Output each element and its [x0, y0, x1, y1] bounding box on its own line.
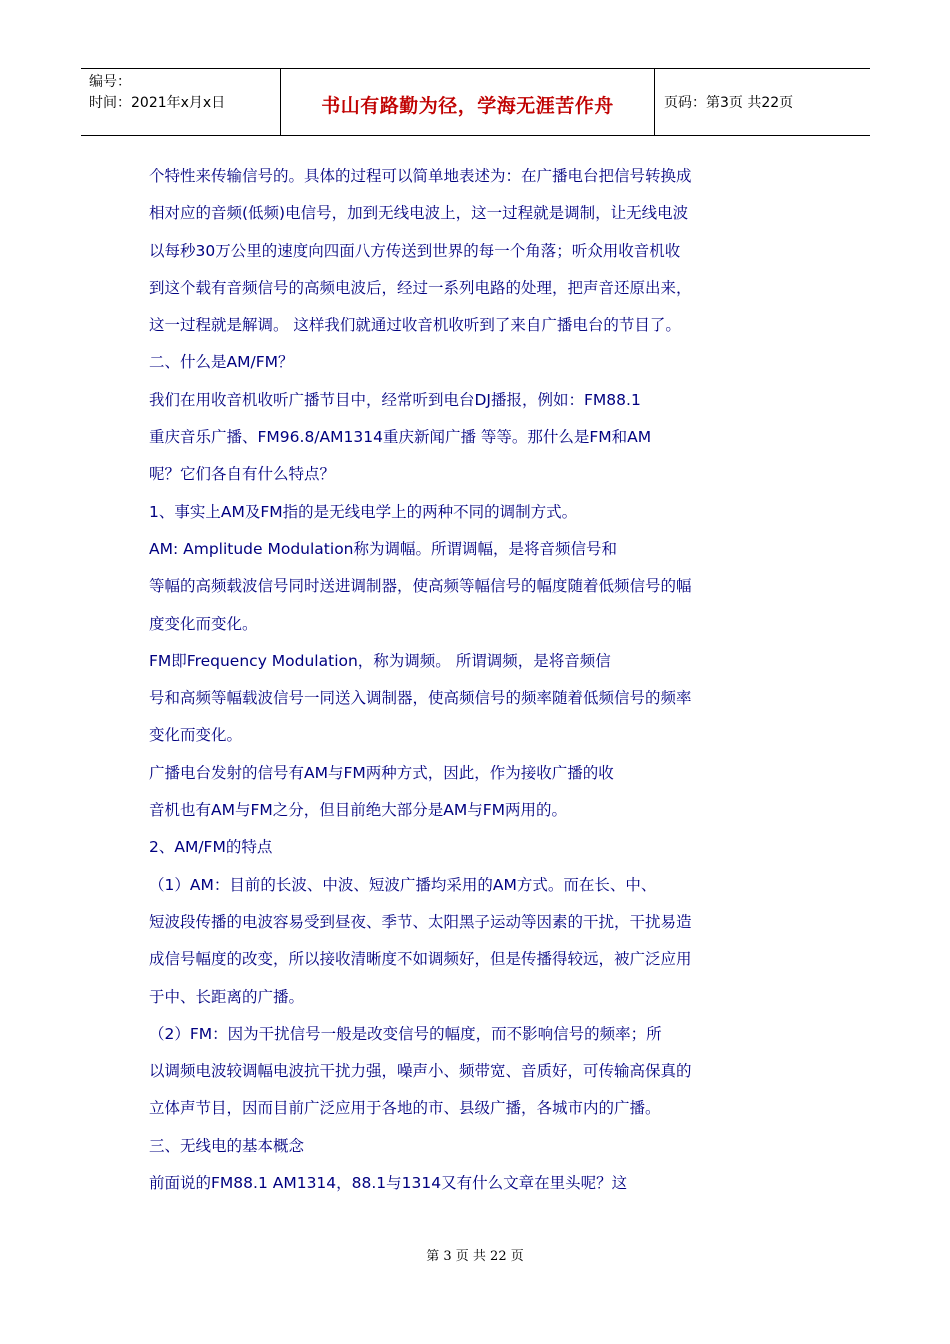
text-line: 相对应的音频(低频)电信号，加到无线电波上，这一过程就是调制，让无线电波 — [149, 204, 689, 223]
document-body — [149, 158, 739, 1202]
section-heading: 二、什么是AM/FM？ — [149, 353, 294, 372]
text-line: 音机也有AM与FM之分，但目前绝大部分是AM与FM两用的。 — [149, 801, 568, 820]
section-heading: 三、无线电的基本概念 — [149, 1136, 305, 1155]
text-line: 广播电台发射的信号有AM与FM两种方式，因此，作为接收广播的收 — [149, 763, 614, 782]
text-line: （2）FM：因为干扰信号一般是改变信号的幅度，而不影响信号的频率；所 — [149, 1024, 662, 1043]
header-info-cell — [81, 69, 281, 135]
text-line: AM: Amplitude Modulation称为调幅。所谓调幅，是将音频信号和 — [149, 539, 617, 558]
motto-text: 书山有路勤为径，学海无涯苦作舟 — [321, 94, 614, 117]
page-info: 页码：第3页 共22页 — [664, 95, 794, 111]
text-line: 于中、长距离的广播。 — [149, 987, 305, 1006]
text-line: 号和高频等幅载波信号一同送入调制器，使高频信号的频率随着低频信号的频率 — [149, 689, 692, 708]
document-header — [81, 68, 870, 136]
page-footer: 第 3 页 共 22 页 — [426, 1249, 524, 1264]
text-line: 重庆音乐广播、FM96.8/AM1314重庆新闻广播 等等。那什么是FM和AM — [149, 428, 652, 447]
text-line: 我们在用收音机收听广播节目中，经常听到电台DJ播报，例如：FM88.1 — [149, 390, 641, 409]
text-line: 变化而变化。 — [149, 726, 243, 745]
header-page-cell — [655, 69, 870, 135]
text-line: 到这个载有音频信号的高频电波后，经过一系列电路的处理，把声音还原出来， — [149, 278, 692, 297]
subsection-heading: 2、AM/FM的特点 — [149, 838, 273, 857]
text-line: 前面说的FM88.1 AM1314，88.1与1314又有什么文章在里头呢？这 — [149, 1174, 628, 1193]
text-line: 短波段传播的电波容易受到昼夜、季节、太阳黑子运动等因素的干扰，干扰易造 — [149, 912, 692, 931]
header-motto-cell — [281, 69, 655, 135]
serial-number-label: 编号： — [89, 74, 131, 90]
text-line: FM即Frequency Modulation，称为调频。 所谓调频，是将音频信 — [149, 651, 611, 670]
text-line: 以每秒30万公里的速度向四面八方传送到世界的每一个角落；听众用收音机收 — [149, 241, 681, 260]
text-line: 等幅的高频载波信号同时送进调制器，使高频等幅信号的幅度随着低频信号的幅 — [149, 577, 692, 596]
text-line: 个特性来传输信号的。具体的过程可以简单地表述为：在广播电台把信号转换成 — [149, 167, 692, 185]
text-line: 成信号幅度的改变，所以接收清晰度不如调频好，但是传播得较远，被广泛应用 — [149, 950, 692, 969]
text-line: 立体声节目，因而目前广泛应用于各地的市、县级广播，各城市内的广播。 — [149, 1099, 661, 1118]
text-line: 这一过程就是解调。 这样我们就通过收音机收听到了来自广播电台的节目了。 — [149, 316, 681, 335]
text-line: （1）AM：目前的长波、中波、短波广播均采用的AM方式。而在长、中、 — [149, 875, 657, 894]
date-label: 时间：2021年x月x日 — [89, 95, 226, 111]
text-line: 度变化而变化。 — [149, 614, 258, 633]
text-line: 以调频电波较调幅电波抗干扰力强，噪声小、频带宽、音质好，可传输高保真的 — [149, 1062, 692, 1081]
text-line: 呢？它们各自有什么特点？ — [149, 465, 336, 484]
subsection-heading: 1、事实上AM及FM指的是无线电学上的两种不同的调制方式。 — [149, 502, 578, 521]
